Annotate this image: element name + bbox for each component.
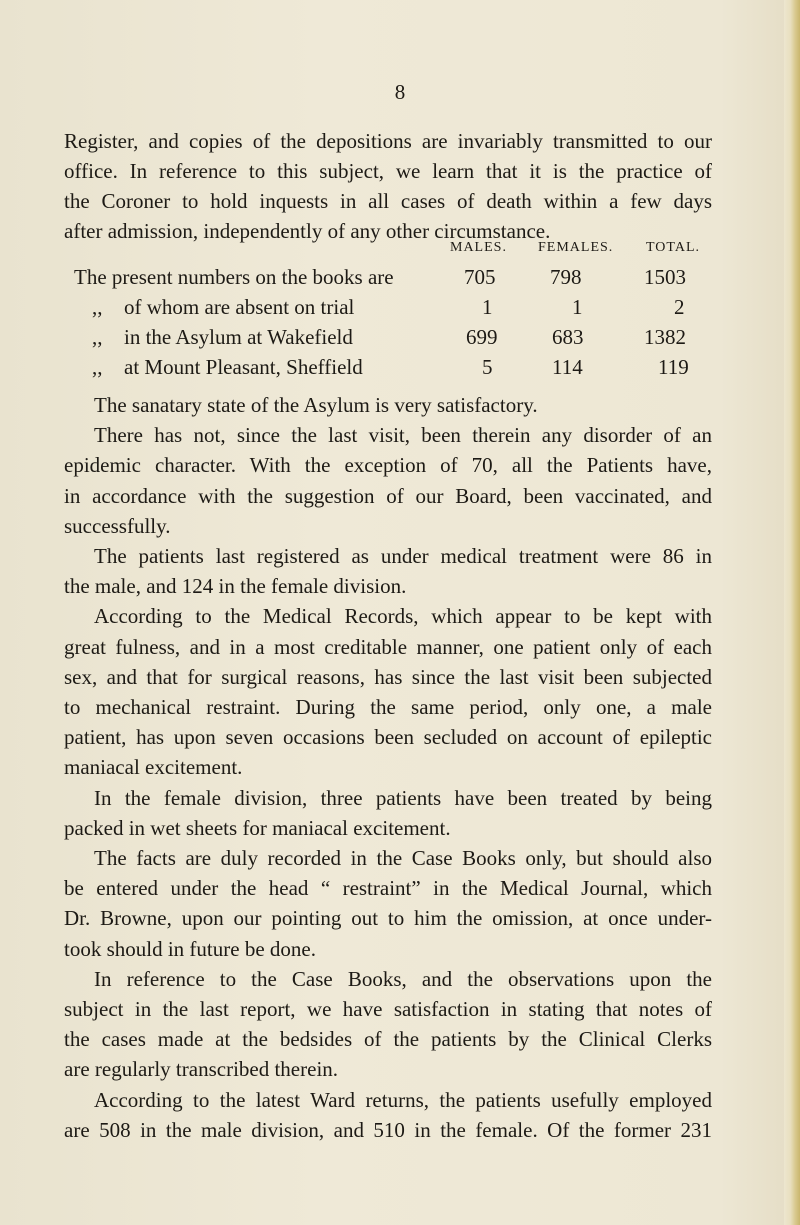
cell-males: 5 bbox=[482, 355, 493, 379]
text-line: Dr. Browne, upon our pointing out to him the omission, at once under- bbox=[64, 906, 712, 931]
text-line: office. In reference to this subject, we learn that it is the practice of bbox=[64, 159, 712, 183]
cell-total: 1382 bbox=[644, 325, 686, 349]
table-row bbox=[64, 352, 712, 382]
ditto-mark: ,, bbox=[92, 295, 103, 319]
text-line: successfully. bbox=[64, 513, 171, 538]
cell-females: 683 bbox=[552, 325, 584, 349]
cell-males: 1 bbox=[482, 295, 493, 319]
text-line: According to the latest Ward returns, the patients usefully employed bbox=[94, 1087, 712, 1112]
text-line: sex, and that for surgical reasons, has since the last visit been subjected bbox=[64, 664, 712, 689]
text-line: epidemic character. With the exception of 70, all the Patients have, bbox=[64, 453, 712, 478]
row-label: The present numbers on the books are bbox=[74, 265, 394, 289]
text-line: In reference to the Case Books, and the observations upon the bbox=[94, 966, 712, 991]
text-line: are regularly transcribed therein. bbox=[64, 1057, 339, 1082]
text-line: patient, has upon seven occasions been secluded on account of epileptic bbox=[64, 725, 712, 750]
cell-females: 798 bbox=[550, 265, 582, 289]
cell-males: 699 bbox=[466, 325, 498, 349]
cell-total: 1503 bbox=[644, 265, 686, 289]
cell-males: 705 bbox=[464, 265, 496, 289]
cell-females: 114 bbox=[552, 355, 583, 379]
text-line: packed in wet sheets for maniacal excitement. bbox=[64, 815, 451, 840]
row-label: of whom are absent on trial bbox=[124, 295, 355, 319]
text-line: maniacal excitement. bbox=[64, 755, 243, 780]
text-line: after admission, independently of any other circumstance. bbox=[64, 219, 551, 243]
text-line: are 508 in the male division, and 510 in the female. Of the former 231 bbox=[64, 1117, 712, 1142]
cell-females: 1 bbox=[572, 295, 583, 319]
text-line: the male, and 124 in the female division. bbox=[64, 574, 407, 599]
header-males: MALES. bbox=[450, 240, 507, 255]
cell-total: 2 bbox=[674, 295, 685, 319]
page-edge bbox=[784, 0, 800, 1225]
row-label: in the Asylum at Wakefield bbox=[124, 325, 353, 349]
table-row bbox=[64, 292, 712, 322]
table-row bbox=[64, 322, 712, 352]
text-line: the Coroner to hold inquests in all cases of death within a few days bbox=[64, 189, 712, 213]
row-label: at Mount Pleasant, Sheffield bbox=[124, 355, 363, 379]
text-line: Register, and copies of the depositions are invariably transmitted to our bbox=[64, 129, 712, 153]
cell-total: 119 bbox=[658, 355, 689, 379]
text-line: be entered under the head “ restraint” in the Medical Journal, which bbox=[64, 876, 712, 901]
ditto-mark: ,, bbox=[92, 355, 103, 379]
page-number: 8 bbox=[394, 80, 406, 104]
text-line: The facts are duly recorded in the Case Books only, but should also bbox=[94, 846, 712, 870]
text-line: The patients last registered as under medical treatment were 86 in bbox=[94, 544, 712, 568]
table-row bbox=[64, 262, 712, 292]
text-line: The sanatary state of the Asylum is very satisfactory. bbox=[94, 393, 538, 417]
text-line: subject in the last report, we have satisfaction in stating that notes of bbox=[64, 997, 712, 1021]
text-line: In the female division, three patients have been treated by being bbox=[94, 785, 712, 810]
text-line: great fulness, and in a most creditable manner, one patient only of each bbox=[64, 634, 712, 659]
text-line: the cases made at the bedsides of the patients by the Clinical Clerks bbox=[64, 1027, 712, 1052]
ditto-mark: ,, bbox=[92, 325, 103, 349]
header-females: FEMALES. bbox=[538, 240, 614, 255]
text-line: According to the Medical Records, which appear to be kept with bbox=[94, 604, 712, 629]
header-total: TOTAL. bbox=[646, 240, 701, 255]
text-line: There has not, since the last visit, been therein any disorder of an bbox=[94, 423, 712, 448]
table-header bbox=[64, 238, 712, 262]
text-line: in accordance with the suggestion of our Board, been vaccinated, and bbox=[64, 483, 712, 508]
text-line: to mechanical restraint. During the same period, only one, a male bbox=[64, 695, 712, 719]
text-line: took should in future be done. bbox=[64, 936, 316, 961]
